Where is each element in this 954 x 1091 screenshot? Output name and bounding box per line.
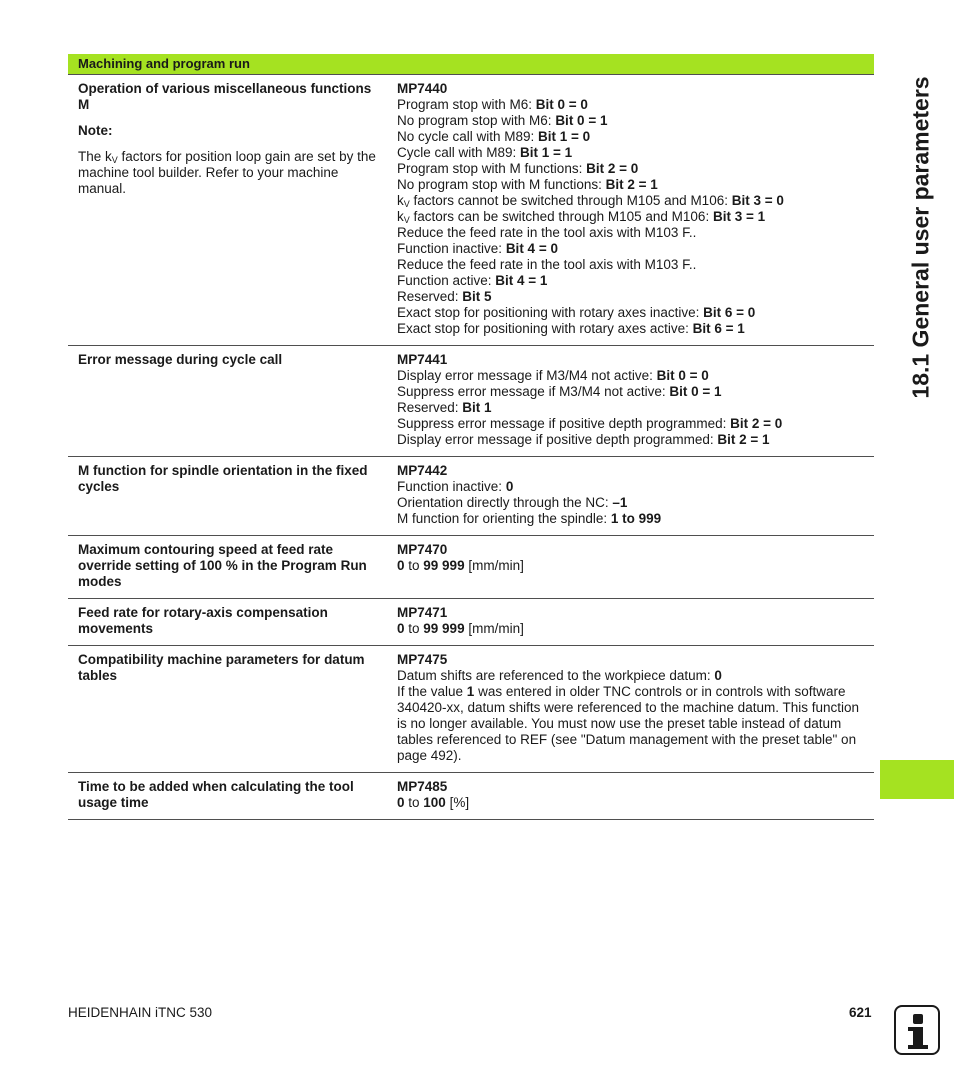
- param-option: Reserved: Bit 5: [397, 289, 492, 304]
- table-row: [68, 599, 874, 646]
- param-description: [68, 652, 388, 764]
- table-row: [68, 646, 874, 773]
- param-values: [388, 605, 874, 637]
- param-description: [68, 542, 388, 590]
- param-option: Suppress error message if positive depth programmed: Bit 2 = 0: [397, 416, 783, 431]
- note-text: The $k_V$ factors for position loop gain are set by the machine tool builder. Refer to your machine manual.: [78, 149, 376, 196]
- param-option: Display error message if positive depth programmed: Bit 2 = 1: [397, 432, 770, 447]
- param-title: Error message during cycle call: [78, 352, 283, 367]
- table-row: [68, 536, 874, 599]
- table-row: [68, 75, 874, 346]
- param-option: Reduce the feed rate in the tool axis with M103 F..: [397, 225, 697, 240]
- param-option: Function inactive: Bit 4 = 0: [397, 241, 558, 256]
- machine-parameter-id: MP7471: [397, 605, 448, 620]
- param-values: [388, 81, 874, 337]
- section-header-label: Machining and program run: [78, 56, 250, 71]
- param-option: $k_V$ factors cannot be switched through M105 and M106: Bit 3 = 0: [397, 193, 784, 209]
- param-description: [68, 352, 388, 448]
- machine-parameter-id: MP7475: [397, 652, 448, 667]
- param-option: Cycle call with M89: Bit 1 = 1: [397, 145, 573, 160]
- param-option: $k_V$ factors can be switched through M105 and M106: Bit 3 = 1: [397, 209, 766, 225]
- param-option: No cycle call with M89: Bit 1 = 0: [397, 129, 591, 144]
- param-title: Operation of various miscellaneous functions M: [78, 81, 372, 112]
- param-option: Reduce the feed rate in the tool axis with M103 F..: [397, 257, 697, 272]
- param-option: No program stop with M functions: Bit 2 = 1: [397, 177, 658, 192]
- param-option: Exact stop for positioning with rotary axes active: Bit 6 = 1: [397, 321, 745, 336]
- param-values: [388, 652, 874, 764]
- chapter-side-title-text: 18.1 General user parameters: [907, 75, 934, 399]
- param-title: Maximum contouring speed at feed rate override setting of 100 % in the Program Run modes: [78, 542, 367, 589]
- param-title: M function for spindle orientation in the fixed cycles: [78, 463, 368, 494]
- chapter-tab-marker: [880, 760, 954, 799]
- param-option: Function active: Bit 4 = 1: [397, 273, 548, 288]
- param-range: 0 to 100 [%]: [397, 795, 470, 810]
- param-values: [388, 463, 874, 527]
- param-option: Reserved: Bit 1: [397, 400, 492, 415]
- table-row: [68, 773, 874, 820]
- info-icon: [894, 1005, 940, 1055]
- page-number: 621: [849, 1005, 872, 1020]
- param-option: No program stop with M6: Bit 0 = 1: [397, 113, 608, 128]
- param-values: [388, 779, 874, 811]
- param-title: Time to be added when calculating the tool usage time: [78, 779, 354, 810]
- param-explanation: If the value 1 was entered in older TNC controls or in controls with software 340420-xx, datum shifts were referenced to the machine datum. This function is no longer available. You must now use the preset table instead of datum tables referenced to REF (see "Datum management with the preset table" on page 492).: [397, 684, 859, 763]
- param-option: Suppress error message if M3/M4 not active: Bit 0 = 1: [397, 384, 722, 399]
- param-option: Orientation directly through the NC: –1: [397, 495, 628, 510]
- param-option: Datum shifts are referenced to the workpiece datum: 0: [397, 668, 722, 683]
- parameter-table: [68, 75, 874, 820]
- chapter-side-title: [897, 62, 945, 412]
- param-option: Display error message if M3/M4 not active: Bit 0 = 0: [397, 368, 709, 383]
- table-row: [68, 457, 874, 536]
- param-description: [68, 81, 388, 337]
- table-row: [68, 346, 874, 457]
- param-description: [68, 463, 388, 527]
- note-label: Note:: [78, 123, 113, 138]
- param-description: [68, 605, 388, 637]
- param-title: Feed rate for rotary-axis compensation movements: [78, 605, 328, 636]
- machine-parameter-id: MP7470: [397, 542, 448, 557]
- param-range: 0 to 99 999 [mm/min]: [397, 558, 524, 573]
- param-range: 0 to 99 999 [mm/min]: [397, 621, 524, 636]
- footer-product: HEIDENHAIN iTNC 530: [68, 1005, 213, 1020]
- param-values: [388, 352, 874, 448]
- machine-parameter-id: MP7441: [397, 352, 448, 367]
- param-values: [388, 542, 874, 590]
- param-option: Exact stop for positioning with rotary axes inactive: Bit 6 = 0: [397, 305, 756, 320]
- machine-parameter-id: MP7440: [397, 81, 448, 96]
- param-option: Program stop with M6: Bit 0 = 0: [397, 97, 588, 112]
- param-title: Compatibility machine parameters for datum tables: [78, 652, 365, 683]
- param-option: Function inactive: 0: [397, 479, 514, 494]
- param-option: Program stop with M functions: Bit 2 = 0: [397, 161, 639, 176]
- param-option: M function for orienting the spindle: 1 to 999: [397, 511, 662, 526]
- section-header: [68, 54, 874, 75]
- param-description: [68, 779, 388, 811]
- machine-parameter-id: MP7485: [397, 779, 448, 794]
- machine-parameter-id: MP7442: [397, 463, 448, 478]
